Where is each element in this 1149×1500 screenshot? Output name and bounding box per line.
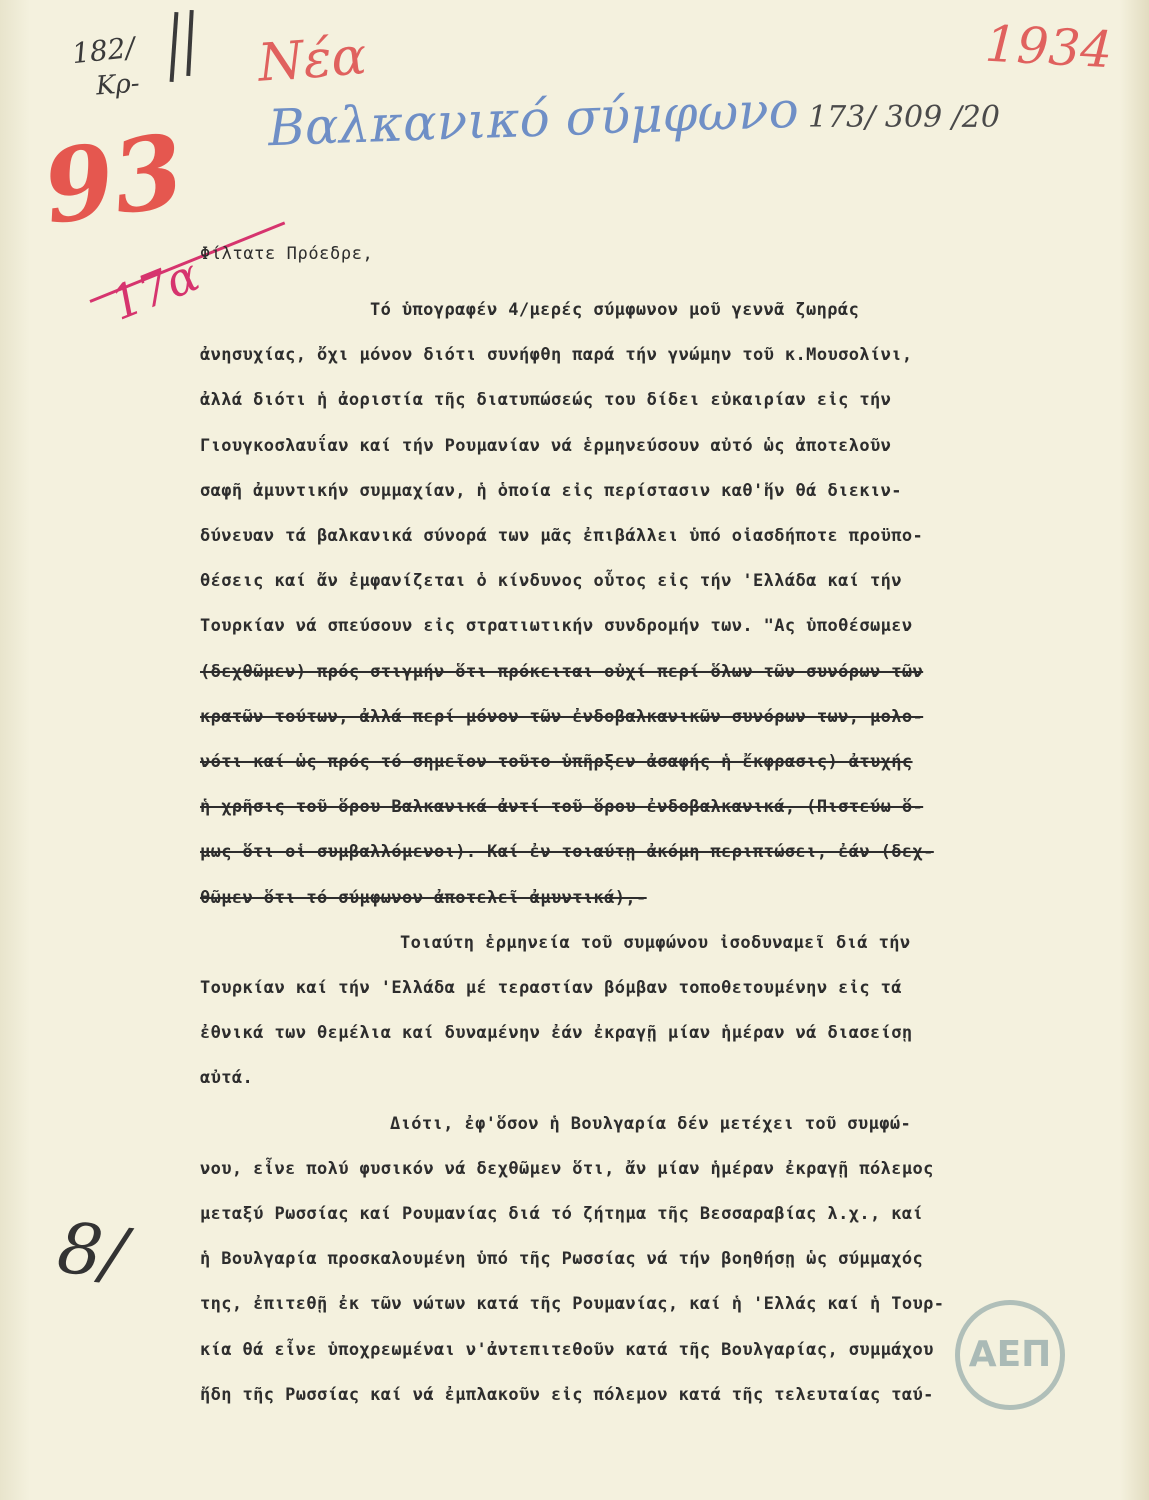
- text-line: νου, εἶνε πολύ φυσικόν νά δεχθῶμεν ὅτι, ἄν μίαν ἡμέραν ἐκραγῇ πόλεμος: [200, 1158, 934, 1179]
- handwritten-side-mark: 8/: [53, 1206, 131, 1296]
- text-line: σαφῆ ἀμυντικήν συμμαχίαν, ἡ ὁποία εἰς περίστασιν καθ'ἥν θά διεκιν-: [200, 480, 902, 501]
- pencil-stroke: [170, 12, 179, 82]
- text-line: κία θά εἶνε ὑποχρεωμέναι ν'ἀντεπιτεθοῦν κατά τῆς Βουλγαρίας, συμμάχου: [200, 1339, 934, 1360]
- handwritten-big-number: 93: [36, 110, 191, 248]
- struck-text-line: μως ὅτι οἱ συμβαλλόμενοι). Καί ἐν τοιαύτῃ ἀκόμη περιπτώσει, ἐάν (δεχ-: [200, 842, 934, 863]
- text-line: ἀλλά διότι ἡ ἀοριστία τῆς διατυπώσεώς του δίδει εὐκαιρίαν εἰς τήν: [200, 390, 892, 411]
- handwritten-subject: Βαλκανικό σύμφωνο: [267, 80, 800, 158]
- text-line: αὐτά.: [200, 1068, 254, 1089]
- text-line: ἤδη τῆς Ρωσσίας καί νά ἐμπλακοῦν εἰς πόλεμον κατά τῆς τελευταίας ταύ-: [200, 1384, 934, 1405]
- text-line: Γιουγκοσλαυΐαν καί τήν Ρουμανίαν νά ἑρμηνεύσουν αὐτό ὡς ἀποτελοῦν: [200, 435, 892, 456]
- archive-stamp: ΑΕΠ: [955, 1300, 1065, 1410]
- struck-text-line: νότι καί ὡς πρός τό σημεῖον τοῦτο ὑπῆρξεν ἀσαφής ἡ ἔκφρασις) ἀτυχής: [200, 752, 913, 772]
- struck-text-line: ἡ χρῆσις τοῦ ὅρου Βαλκανικά ἀντί τοῦ ὅρου ἐνδοβαλκανικά, (Πιστεύω ὅ-: [200, 797, 924, 818]
- text-line: ἡ Βουλγαρία προσκαλουμένη ὑπό τῆς Ρωσσίας νά τήν βοηθήσῃ ὡς σύμμαχός: [200, 1249, 924, 1270]
- handwritten-magenta-number: 17α: [103, 247, 207, 331]
- text-line: Τοιαύτη ἑρμηνεία τοῦ συμφώνου ἰσοδυναμεῖ διά τήν: [400, 932, 911, 953]
- text-line: της, ἐπιτεθῇ ἐκ τῶν νώτων κατά τῆς Ρουμανίας, καί ἡ 'Ελλάς καί ἡ Τουρ-: [200, 1294, 945, 1315]
- handwritten-corner-number: 1934: [983, 14, 1114, 80]
- salutation: Φίλτατε Πρόεδρε,: [200, 244, 374, 264]
- handwritten-red-note: Νέα: [256, 26, 369, 94]
- struck-text-line: κρατῶν τούτων, ἀλλά περί μόνον τῶν ἐνδοβαλκανικῶν συνόρων των, μολο-: [200, 706, 924, 727]
- text-line: Τό ὑπογραφέν 4/μερές σύμφωνον μοῦ γεννᾶ ζωηράς: [370, 300, 860, 320]
- pencil-stroke: [186, 10, 193, 76]
- text-line: Τουρκίαν καί τήν 'Ελλάδα μέ τεραστίαν βόμβαν τοποθετουμένην εἰς τά: [200, 978, 902, 998]
- handwritten-ref-sub: Κρ-: [95, 68, 141, 102]
- struck-text-line: (δεχθῶμεν) πρός στιγμήν ὅτι πρόκειται οὐχί περί ὅλων τῶν συνόρων τῶν: [200, 661, 924, 682]
- struck-text-line: θῶμεν ὅτι τό σύμφωνον ἀποτελεῖ ἀμυντικά),-: [200, 887, 647, 908]
- text-line: θέσεις καί ἄν ἐμφανίζεται ὁ κίνδυνος οὗτος εἰς τήν 'Ελλάδα καί τήν: [200, 571, 902, 592]
- handwritten-pencil-ref: 173/ 309 /20: [808, 100, 1000, 135]
- text-line: δύνευαν τά βαλκανικά σύνορά των μᾶς ἐπιβάλλει ὑπό οἱασδήποτε προϋπο-: [200, 526, 924, 546]
- text-line: Τουρκίαν νά σπεύσουν εἰς στρατιωτικήν συνδρομήν των. "Ας ὑποθέσωμεν: [200, 616, 913, 637]
- text-line: ἐθνικά των θεμέλια καί δυναμένην ἐάν ἐκραγῇ μίαν ἡμέραν νά διασείσῃ: [200, 1023, 913, 1044]
- text-line: ἀνησυχίας, ὄχι μόνον διότι συνήφθη παρά τήν γνώμην τοῦ κ.Μουσολίνι,: [200, 345, 913, 366]
- handwritten-ref-number: 182/: [70, 30, 137, 71]
- text-line: Διότι, ἐφ'ὅσον ἡ Βουλγαρία δέν μετέχει τοῦ συμφώ-: [390, 1113, 912, 1134]
- text-line: μεταξύ Ρωσσίας καί Ρουμανίας διά τό ζήτημα τῆς Βεσσαραβίας λ.χ., καί: [200, 1204, 924, 1224]
